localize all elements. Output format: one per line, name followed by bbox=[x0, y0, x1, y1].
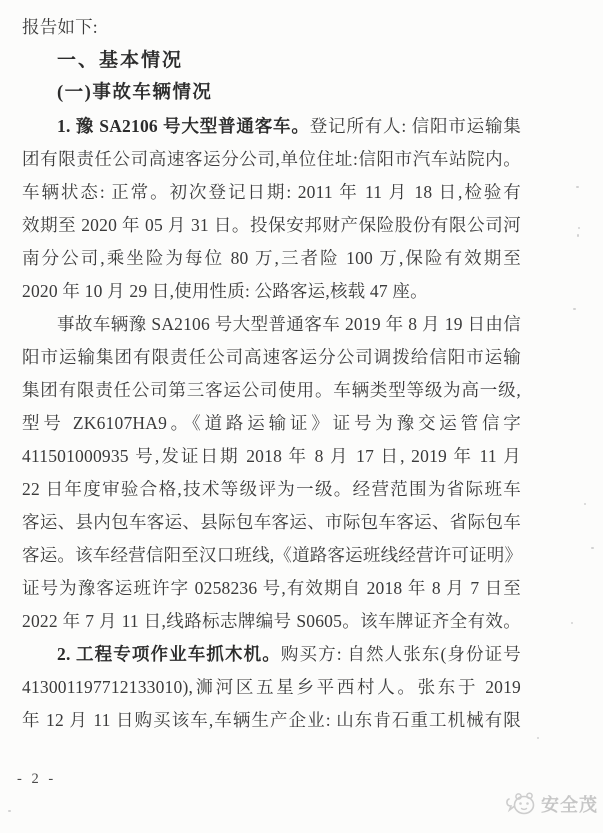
bold-text-segment: 2. 工程专项作业车抓木机。 bbox=[57, 644, 281, 664]
scan-speck bbox=[577, 234, 579, 237]
text-line bbox=[22, 638, 521, 671]
text-segment: 客运、县内包车客运、县际包车客运、市际包车客运、省际包车 bbox=[22, 512, 521, 532]
text-line bbox=[22, 407, 521, 440]
text-segment: 登记所有人: 信阳市运输集 bbox=[309, 116, 521, 136]
text-segment: 事故车辆豫 SA2106 号大型普通客车 2019 年 8 月 19 日由信 bbox=[57, 314, 521, 334]
scan-speck bbox=[571, 622, 573, 624]
text-segment: 411501000935 号,发证日期 2018 年 8 月 17 日, 2019 年 11 月 bbox=[22, 446, 521, 466]
watermark-text: 安全茂 bbox=[541, 795, 598, 815]
text-segment: 南分公司,乘坐险为每位 80 万,三者险 100 万,保险有效期至 bbox=[22, 248, 521, 268]
scan-speck bbox=[8, 810, 11, 812]
scan-speck bbox=[573, 308, 576, 310]
text-line bbox=[22, 209, 521, 242]
text-segment: 报告如下: bbox=[22, 17, 98, 37]
text-line bbox=[22, 671, 521, 704]
bold-text-segment: 1. 豫 SA2106 号大型普通客车。 bbox=[57, 116, 310, 136]
text-segment: 客运。该车经营信阳至汉口班线,《道路客运班线经营许可证明》 bbox=[22, 545, 523, 565]
text-segment: 证号为豫客运班许字 0258236 号,有效期自 2018 年 8 月 7 日至 bbox=[22, 578, 521, 598]
scan-speck bbox=[578, 227, 580, 229]
text-line bbox=[22, 539, 521, 572]
text-line bbox=[22, 11, 521, 44]
text-line bbox=[22, 473, 521, 506]
text-segment: 购买方: 自然人张东(身份证号 bbox=[280, 644, 521, 664]
text-line bbox=[22, 572, 521, 605]
text-line bbox=[22, 275, 521, 308]
text-segment: 车辆状态: 正常。初次登记日期: 2011 年 11 月 18 日,检验有 bbox=[22, 182, 521, 202]
text-line bbox=[22, 110, 521, 143]
scan-speck bbox=[584, 503, 586, 505]
watermark bbox=[506, 791, 598, 817]
scan-speck bbox=[576, 186, 579, 188]
page-number: - 2 - bbox=[17, 771, 57, 787]
scan-speck bbox=[537, 737, 539, 739]
text-line bbox=[22, 143, 521, 176]
text-line bbox=[22, 341, 521, 374]
text-line bbox=[22, 506, 521, 539]
text-segment: 团有限责任公司高速客运分公司,单位住址:信阳市汽车站院内。 bbox=[22, 149, 521, 169]
text-segment: 集团有限责任公司第三客运公司使用。车辆类型等级为高一级, bbox=[22, 380, 521, 400]
scan-speck bbox=[591, 547, 594, 549]
text-segment: 413001197712133010),浉河区五星乡平西村人。张东于 2019 bbox=[22, 677, 521, 697]
text-segment: 效期至 2020 年 05 月 31 日。投保安邦财产保险股份有限公司河 bbox=[22, 215, 521, 235]
text-line bbox=[22, 242, 521, 275]
text-line bbox=[22, 605, 521, 638]
text-segment: 2020 年 10 月 29 日,使用性质: 公路客运,核载 47 座。 bbox=[22, 281, 428, 301]
text-segment: 阳市运输集团有限责任公司高速客运分公司调拨给信阳市运输 bbox=[22, 347, 521, 367]
text-segment: 2022 年 7 月 11 日,线路标志牌编号 S0605。该车牌证齐全有效。 bbox=[22, 611, 521, 631]
text-segment: 年 12 月 11 日购买该车,车辆生产企业: 山东肯石重工机械有限 bbox=[22, 710, 521, 730]
text-line bbox=[22, 704, 521, 737]
text-segment: 22 日年度审验合格,技术等级评为一级。经营范围为省际班车 bbox=[22, 479, 521, 499]
panda-chat-icon bbox=[506, 791, 538, 817]
report-body bbox=[22, 11, 521, 737]
heading-line bbox=[22, 44, 521, 77]
text-line bbox=[22, 176, 521, 209]
text-segment: 型号 ZK6107HA9。《道路运输证》证号为豫交运管信字 bbox=[22, 413, 521, 433]
bold-text-segment: (一)事故车辆情况 bbox=[57, 83, 213, 103]
text-line bbox=[22, 308, 521, 341]
bold-text-segment: 一、基本情况 bbox=[57, 50, 184, 71]
heading-line bbox=[22, 77, 521, 110]
text-line bbox=[22, 374, 521, 407]
text-line bbox=[22, 440, 521, 473]
